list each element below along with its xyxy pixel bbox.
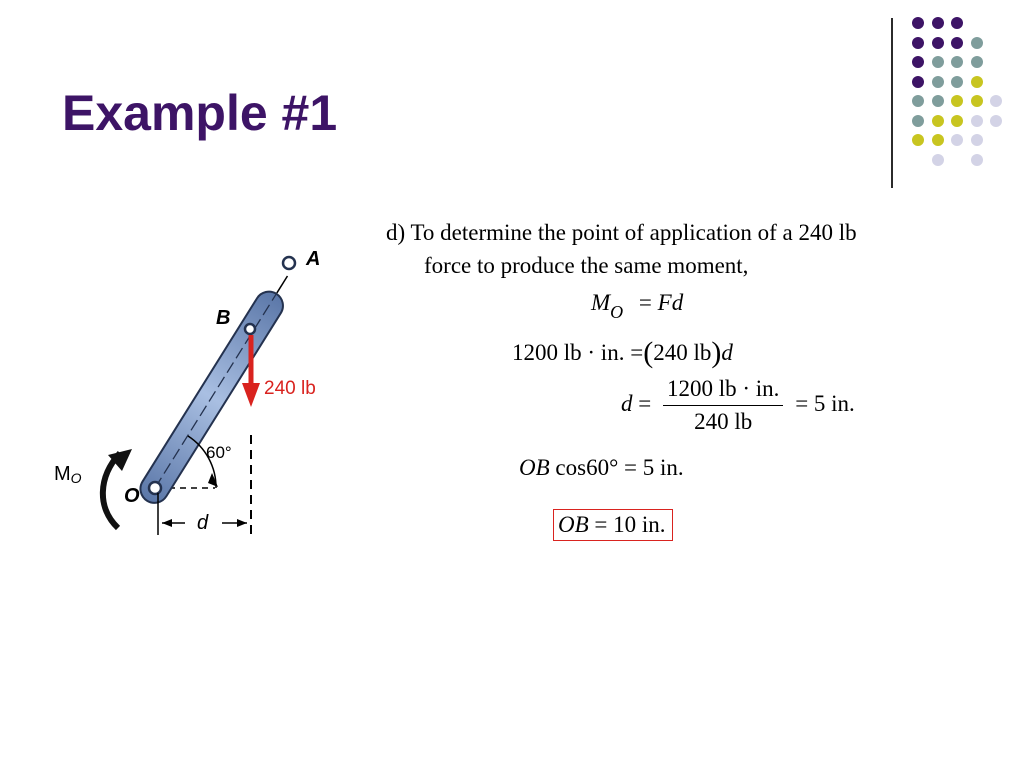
decorative-divider bbox=[891, 18, 893, 188]
decorative-dot bbox=[912, 95, 924, 107]
eq1-rhs: Fd bbox=[657, 290, 684, 315]
equation-ob-cos bbox=[519, 455, 684, 481]
decorative-dot bbox=[912, 56, 924, 68]
pin-a bbox=[283, 257, 295, 269]
decorative-dot bbox=[912, 115, 924, 127]
decorative-dot bbox=[951, 37, 963, 49]
decorative-dot bbox=[951, 115, 963, 127]
label-o: O bbox=[124, 485, 140, 507]
moment-label: MO bbox=[54, 463, 82, 486]
statement-line-2: force to produce the same moment, bbox=[424, 253, 749, 278]
eq4-ob: OB bbox=[519, 455, 550, 480]
decorative-dot bbox=[971, 154, 983, 166]
eq2-right-paren: ) bbox=[711, 336, 722, 369]
decorative-dot bbox=[971, 37, 983, 49]
eq1-lhs: M bbox=[591, 290, 611, 315]
decorative-dot bbox=[932, 115, 944, 127]
eq5-equals: = bbox=[594, 512, 608, 537]
eq1-sub: O bbox=[610, 302, 624, 322]
pin-o bbox=[149, 482, 161, 494]
problem-statement bbox=[386, 216, 857, 282]
decorative-dot bbox=[951, 95, 963, 107]
eq3-fraction bbox=[663, 376, 783, 435]
angle-arc-arrowhead bbox=[208, 473, 218, 487]
angle-label: 60° bbox=[206, 443, 232, 462]
slide-title: Example #1 bbox=[62, 85, 338, 141]
eq2-left-paren: ( bbox=[643, 336, 654, 369]
decorative-dot bbox=[990, 115, 1002, 127]
lever-diagram bbox=[40, 225, 360, 555]
decorative-dot bbox=[932, 56, 944, 68]
decorative-dot bbox=[932, 134, 944, 146]
decorative-dot bbox=[932, 154, 944, 166]
eq1-equals: = bbox=[638, 290, 652, 315]
decorative-dot bbox=[951, 76, 963, 88]
decorative-dot bbox=[912, 76, 924, 88]
equation-moment-values bbox=[512, 334, 733, 368]
eq3-numerator: 1200 lb · in. bbox=[663, 376, 783, 406]
eq3-lhs: d bbox=[621, 390, 633, 416]
eq3-result: 5 in. bbox=[813, 390, 855, 416]
decorative-dot bbox=[951, 17, 963, 29]
eq3-equals: = bbox=[638, 390, 652, 416]
eq2-force: 240 lb bbox=[653, 340, 712, 365]
eq3-equals-2: = bbox=[795, 390, 809, 416]
decorative-dot bbox=[932, 76, 944, 88]
equation-answer bbox=[553, 512, 673, 538]
decorative-dot bbox=[971, 56, 983, 68]
statement-line-1: d) To determine the point of application of a 240 lb bbox=[386, 220, 857, 245]
eq2-equals: = bbox=[630, 340, 644, 365]
decorative-dot bbox=[932, 17, 944, 29]
eq4-rhs: 5 in. bbox=[642, 455, 684, 480]
eq5-rhs: 10 in. bbox=[613, 512, 666, 537]
eq4-equals: = bbox=[624, 455, 638, 480]
decorative-dot bbox=[971, 76, 983, 88]
eq2-var: d bbox=[721, 340, 733, 365]
eq5-ob: OB bbox=[558, 512, 589, 537]
answer-box bbox=[553, 509, 673, 541]
equation-distance bbox=[621, 376, 855, 435]
decorative-dot bbox=[951, 134, 963, 146]
eq3-denominator: 240 lb bbox=[694, 409, 753, 434]
decorative-dot bbox=[912, 134, 924, 146]
decorative-dot bbox=[971, 115, 983, 127]
decorative-dot bbox=[990, 95, 1002, 107]
decorative-dot bbox=[971, 134, 983, 146]
decorative-dot bbox=[912, 17, 924, 29]
decorative-dot bbox=[912, 37, 924, 49]
eq4-cos: cos60° bbox=[555, 455, 619, 480]
decorative-dot bbox=[932, 37, 944, 49]
eq2-lhs: 1200 lb · in. bbox=[512, 340, 625, 365]
force-label: 240 lb bbox=[264, 378, 316, 399]
decorative-dot bbox=[932, 95, 944, 107]
pin-b bbox=[245, 324, 255, 334]
label-b: B bbox=[216, 307, 231, 329]
dim-label-d: d bbox=[197, 512, 209, 534]
label-a: A bbox=[306, 248, 321, 270]
equation-moment-definition bbox=[591, 290, 684, 322]
decorative-dot bbox=[951, 56, 963, 68]
decorative-dot bbox=[971, 95, 983, 107]
